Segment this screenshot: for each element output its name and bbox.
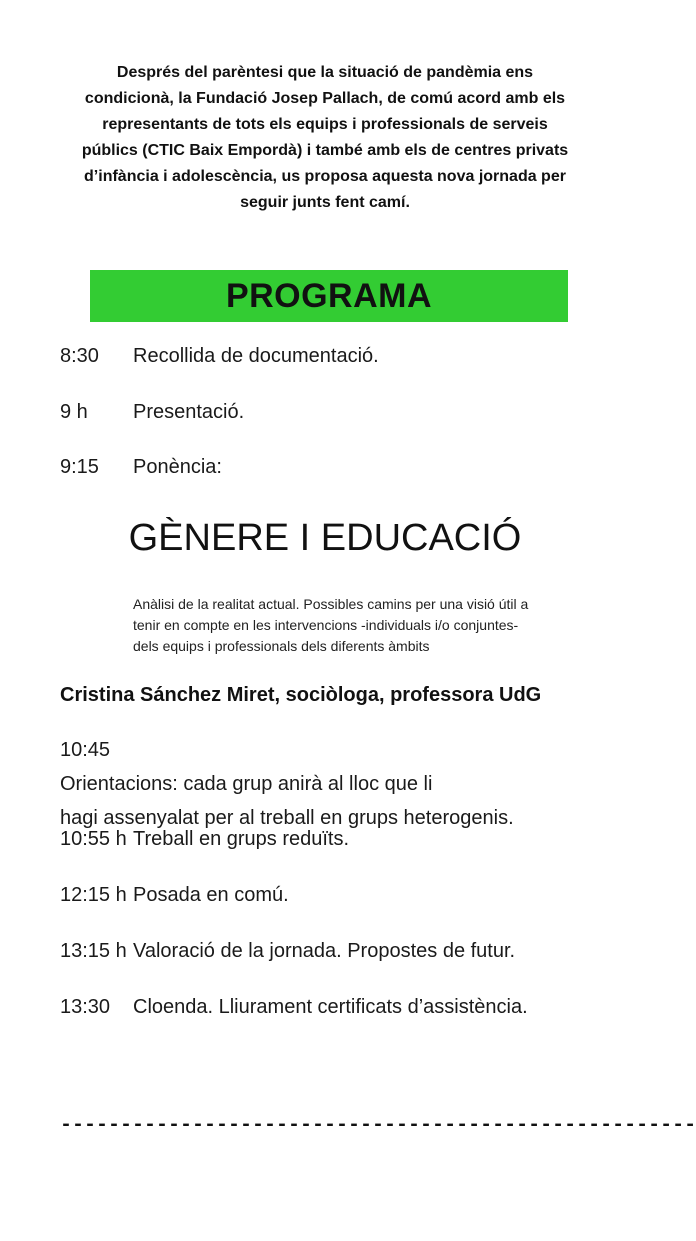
orientation-line-1 xyxy=(60,733,620,801)
intro-line: representants de tots els equips i professionals de serveis xyxy=(102,116,548,133)
schedule-time: 10:45 xyxy=(60,739,111,761)
schedule-time: 9 h xyxy=(60,401,88,423)
talk-description-line: tenir en compte en les intervencions -individuals i/o conjuntes- xyxy=(133,617,519,633)
schedule-text: Cloenda. Lliurament certificats d’assistència. xyxy=(133,996,528,1018)
schedule-time: 12:15 h xyxy=(60,884,127,906)
schedule-time: 13:30 xyxy=(60,996,111,1018)
schedule-item xyxy=(60,397,244,427)
schedule-item xyxy=(60,992,528,1022)
talk-description-line: dels equips i professionals dels diferents àmbits xyxy=(133,638,430,654)
dashed-divider: ----------------------------------------------------- xyxy=(60,1114,696,1137)
schedule-item xyxy=(60,936,515,966)
schedule-time: 9:15 xyxy=(60,456,99,478)
orientation-item xyxy=(60,733,620,835)
schedule-text: Posada en comú. xyxy=(133,884,289,906)
talk-title: GÈNERE I EDUCACIÓ xyxy=(128,517,522,559)
intro-line: seguir junts fent camí. xyxy=(240,194,410,211)
schedule-item xyxy=(60,880,289,910)
talk-description-line: Anàlisi de la realitat actual. Possibles camins per una visió útil a xyxy=(133,596,529,612)
programa-banner xyxy=(90,270,568,322)
schedule-item xyxy=(60,824,349,854)
intro-paragraph xyxy=(48,60,602,216)
schedule-text: Recollida de documentació. xyxy=(133,345,379,367)
schedule-item xyxy=(60,452,222,482)
schedule-text: Presentació. xyxy=(133,401,245,423)
programa-title: PROGRAMA xyxy=(225,276,433,315)
intro-line: Després del parèntesi que la situació de pandèmia ens xyxy=(116,64,534,81)
speaker-name: Cristina Sánchez Miret, sociòloga, professora UdG xyxy=(60,684,542,706)
schedule-time: 10:55 h xyxy=(60,828,127,850)
talk-description xyxy=(133,594,593,657)
schedule-time: 8:30 xyxy=(60,345,99,367)
schedule-item xyxy=(60,341,379,371)
schedule-text: Treball en grups reduïts. xyxy=(133,828,350,850)
orientation-line-2: hagi assenyalat per al treball en grups heterogenis. xyxy=(60,807,514,829)
schedule-text: Orientacions: cada grup anirà al lloc que li xyxy=(60,773,433,795)
schedule-text: Valoració de la jornada. Propostes de futur. xyxy=(133,940,516,962)
intro-line: d’infància i adolescència, us proposa aquesta nova jornada per xyxy=(84,168,566,185)
schedule-time: 13:15 h xyxy=(60,940,127,962)
intro-line: públics (CTIC Baix Empordà) i també amb els de centres privats xyxy=(81,142,569,159)
intro-line: condicionà, la Fundació Josep Pallach, de comú acord amb els xyxy=(84,90,566,107)
schedule-text: Ponència: xyxy=(133,456,222,478)
